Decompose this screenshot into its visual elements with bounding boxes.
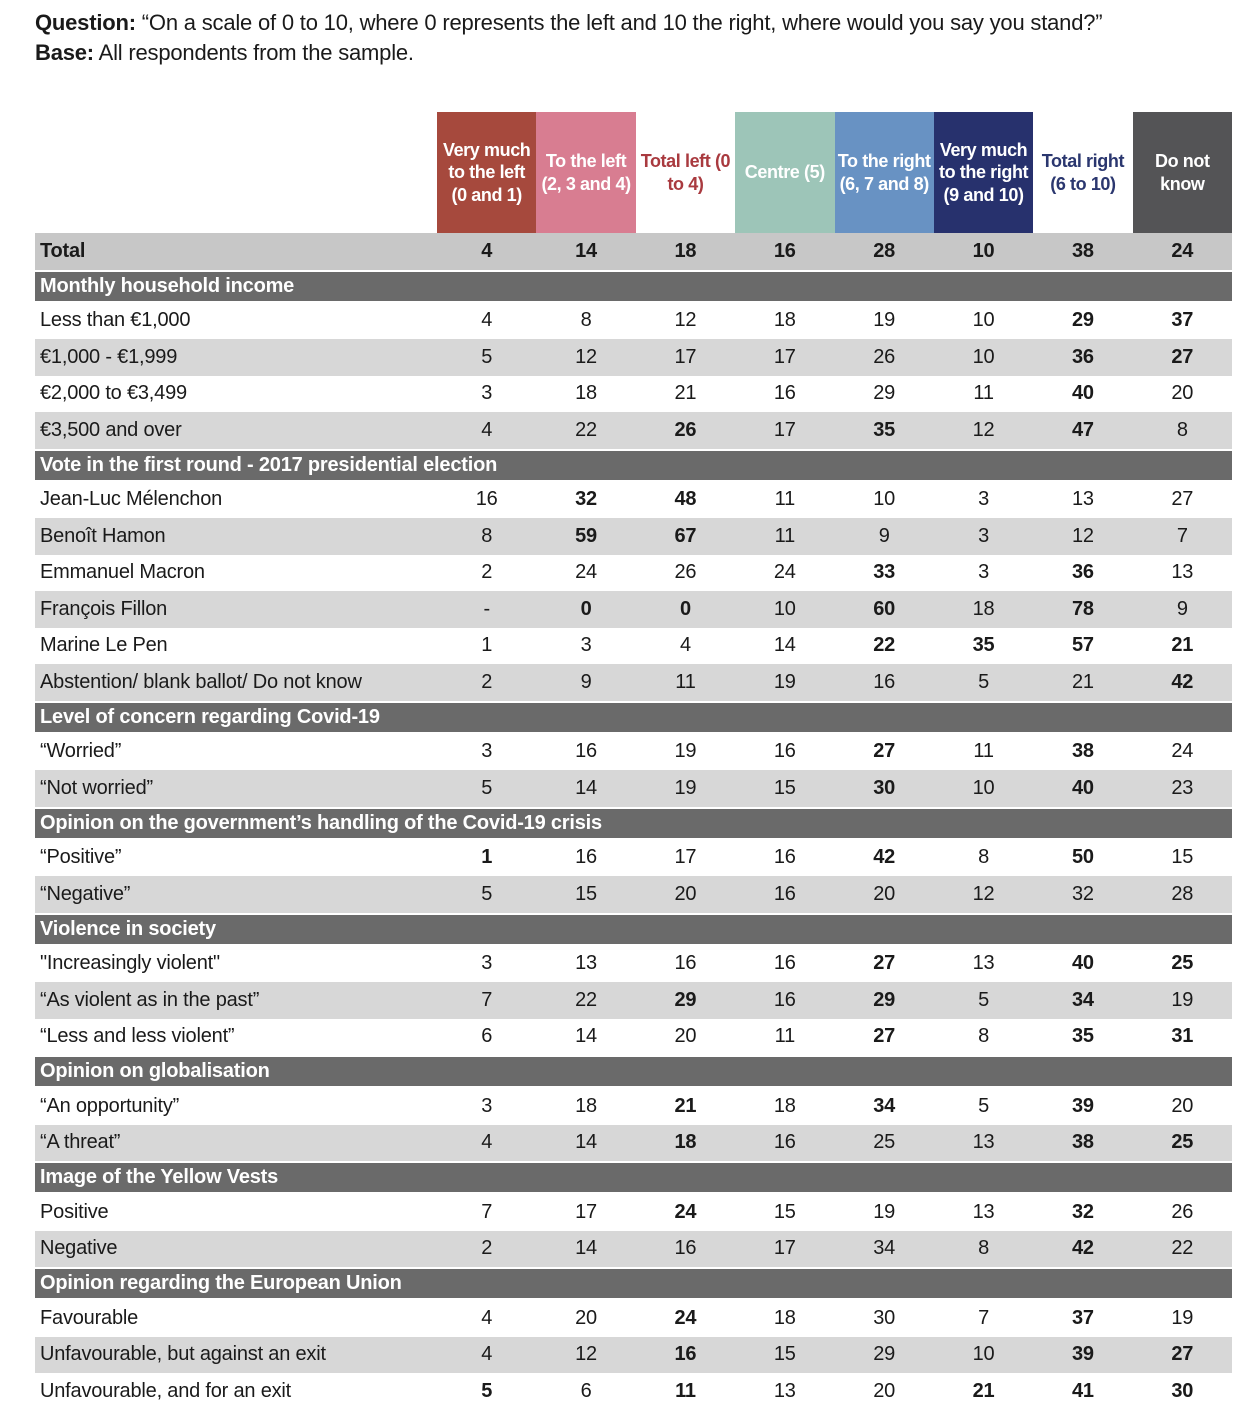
column-header-1: Very much to the left (0 and 1) — [437, 112, 536, 233]
value-cell: 32 — [1072, 1200, 1094, 1223]
value-cell: 17 — [773, 418, 796, 441]
value-cell: 10 — [972, 776, 995, 799]
value-cell: 16 — [773, 882, 796, 905]
value-cell: 78 — [1072, 597, 1094, 620]
value-cell: 4 — [481, 1306, 493, 1329]
value-cell: 35 — [873, 418, 896, 441]
value-cell: 27 — [873, 952, 896, 975]
row-label: Marine Le Pen — [40, 634, 168, 657]
section-header-4: Opinion on the government’s handling of the Covid-19 crisis — [35, 807, 1232, 840]
value-cell: 11 — [675, 1379, 696, 1402]
value-cell: 36 — [1072, 345, 1094, 368]
value-cell: 10 — [972, 309, 995, 332]
value-cell: 39 — [1072, 1343, 1094, 1366]
value-cell: 40 — [1072, 382, 1094, 405]
value-cell: 21 — [674, 382, 697, 405]
column-header-3: Total left (0 to 4) — [636, 112, 735, 233]
value-cell: 11 — [774, 1025, 795, 1048]
value-cell: 5 — [978, 1094, 990, 1117]
value-cell: 3 — [481, 382, 493, 405]
question-line — [35, 8, 1232, 38]
value-cell: 10 — [972, 345, 995, 368]
value-cell: 8 — [481, 524, 493, 547]
value-cell: 2 — [481, 561, 493, 584]
value-cell: 16 — [674, 1237, 697, 1260]
value-cell: 18 — [773, 1306, 796, 1329]
value-cell: 34 — [873, 1237, 896, 1260]
value-cell: 14 — [575, 776, 597, 799]
value-cell: 19 — [1171, 1306, 1194, 1329]
value-cell: 13 — [1171, 561, 1194, 584]
base-text: All respondents from the sample. — [98, 40, 414, 65]
base-line — [35, 38, 1232, 68]
value-cell: 12 — [972, 418, 995, 441]
value-cell: 29 — [873, 382, 896, 405]
row-label: “Positive” — [40, 846, 122, 869]
value-cell: 0 — [580, 597, 592, 620]
value-cell: 20 — [1171, 1094, 1194, 1117]
value-cell: 24 — [1171, 239, 1194, 262]
value-cell: 34 — [873, 1094, 896, 1117]
row-label: Unfavourable, but against an exit — [40, 1343, 326, 1366]
value-cell: 10 — [972, 239, 995, 262]
value-cell: 16 — [873, 670, 896, 693]
value-cell: 8 — [978, 1237, 990, 1260]
value-cell: 28 — [873, 239, 896, 262]
data-row — [35, 770, 1232, 807]
data-row — [35, 1373, 1232, 1410]
value-cell: 42 — [1171, 670, 1194, 693]
value-cell: 27 — [873, 1025, 896, 1048]
value-cell: 29 — [873, 1343, 896, 1366]
value-cell: 24 — [674, 1200, 697, 1223]
column-header-6: Very much to the right (9 and 10) — [934, 112, 1033, 233]
value-cell: 6 — [580, 1379, 592, 1402]
value-cell: 6 — [481, 1025, 493, 1048]
value-cell: 21 — [1171, 634, 1194, 657]
value-cell: 21 — [674, 1094, 697, 1117]
value-cell: 4 — [481, 309, 493, 332]
value-cell: 4 — [481, 418, 493, 441]
column-header-5: To the right (6, 7 and 8) — [835, 112, 934, 233]
value-cell: 33 — [873, 561, 896, 584]
value-cell: 29 — [674, 988, 697, 1011]
row-label: €1,000 - €1,999 — [40, 345, 178, 368]
value-cell: 19 — [674, 776, 697, 799]
data-row — [35, 412, 1232, 449]
value-cell: 11 — [973, 740, 994, 763]
value-cell: 13 — [773, 1379, 796, 1402]
row-label: “Not worried” — [40, 776, 153, 799]
value-cell: 8 — [978, 846, 990, 869]
data-row — [35, 1088, 1232, 1125]
value-cell: 13 — [972, 1200, 995, 1223]
value-cell: 16 — [773, 382, 796, 405]
column-header-7: Total right (6 to 10) — [1033, 112, 1132, 233]
section-header-7: Image of the Yellow Vests — [35, 1161, 1232, 1194]
value-cell: 26 — [1171, 1200, 1194, 1223]
value-cell: 57 — [1072, 634, 1094, 657]
value-cell: 34 — [1072, 988, 1094, 1011]
value-cell: 26 — [873, 345, 896, 368]
section-header-3: Level of concern regarding Covid-19 — [35, 701, 1232, 734]
value-cell: 38 — [1072, 740, 1094, 763]
value-cell: 11 — [774, 524, 795, 547]
value-cell: 4 — [481, 1131, 493, 1154]
value-cell: 10 — [773, 597, 796, 620]
value-cell: 12 — [575, 1343, 597, 1366]
value-cell: 7 — [978, 1306, 990, 1329]
value-cell: 3 — [978, 524, 990, 547]
value-cell: 30 — [1171, 1379, 1194, 1402]
value-cell: 9 — [580, 670, 592, 693]
data-row — [35, 591, 1232, 628]
value-cell: 4 — [481, 239, 493, 262]
value-cell: 16 — [773, 1131, 796, 1154]
value-cell: 16 — [773, 952, 796, 975]
data-row — [35, 734, 1232, 771]
value-cell: 5 — [481, 1379, 493, 1402]
value-cell: 17 — [773, 345, 796, 368]
value-cell: 60 — [873, 597, 896, 620]
value-cell: 30 — [873, 1306, 896, 1329]
value-cell: 28 — [1171, 882, 1194, 905]
total-row — [35, 233, 1232, 270]
value-cell: 10 — [972, 1343, 995, 1366]
value-cell: 50 — [1072, 846, 1094, 869]
row-label: Benoît Hamon — [40, 524, 166, 547]
value-cell: 25 — [873, 1131, 896, 1154]
value-cell: 17 — [773, 1237, 796, 1260]
data-row — [35, 376, 1232, 413]
value-cell: 29 — [1072, 309, 1094, 332]
value-cell: 13 — [972, 1131, 995, 1154]
value-cell: 42 — [1072, 1237, 1094, 1260]
row-label: Jean-Luc Mélenchon — [40, 488, 223, 511]
value-cell: 40 — [1072, 952, 1094, 975]
value-cell: 5 — [481, 882, 493, 905]
value-cell: 16 — [674, 1343, 697, 1366]
column-header-2: To the left (2, 3 and 4) — [536, 112, 635, 233]
value-cell: 8 — [580, 309, 592, 332]
value-cell: 18 — [575, 382, 597, 405]
data-row — [35, 946, 1232, 983]
value-cell: 4 — [679, 634, 691, 657]
value-cell: 37 — [1171, 309, 1194, 332]
row-label: Negative — [40, 1237, 118, 1260]
section-header-1: Monthly household income — [35, 270, 1232, 303]
value-cell: 16 — [575, 846, 597, 869]
data-row — [35, 1194, 1232, 1231]
value-cell: 4 — [481, 1343, 493, 1366]
value-cell: 7 — [481, 1200, 493, 1223]
value-cell: 16 — [575, 740, 597, 763]
value-cell: 16 — [674, 952, 697, 975]
value-cell: 16 — [773, 988, 796, 1011]
row-label: Emmanuel Macron — [40, 561, 205, 584]
row-label: "Increasingly violent" — [40, 952, 220, 975]
row-label: “Negative” — [40, 882, 131, 905]
value-cell: 15 — [773, 776, 796, 799]
value-cell: 31 — [1171, 1025, 1194, 1048]
value-cell: 14 — [575, 1025, 597, 1048]
section-header-8: Opinion regarding the European Union — [35, 1267, 1232, 1300]
value-cell: 37 — [1072, 1306, 1094, 1329]
data-row — [35, 482, 1232, 519]
row-label: Favourable — [40, 1306, 139, 1329]
value-cell: 29 — [873, 988, 896, 1011]
value-cell: 9 — [1176, 597, 1188, 620]
value-cell: 18 — [773, 1094, 796, 1117]
section-header-2: Vote in the first round - 2017 presidential election — [35, 449, 1232, 482]
value-cell: 18 — [773, 309, 796, 332]
value-cell: 22 — [575, 418, 597, 441]
value-cell: 20 — [873, 1379, 896, 1402]
data-row — [35, 840, 1232, 877]
value-cell: 18 — [972, 597, 995, 620]
value-cell: 21 — [1072, 670, 1094, 693]
value-cell: 13 — [575, 952, 597, 975]
base-label: Base: — [35, 40, 94, 65]
value-cell: 47 — [1072, 418, 1094, 441]
value-cell: 36 — [1072, 561, 1094, 584]
value-cell: 11 — [973, 382, 994, 405]
value-cell: 17 — [674, 846, 697, 869]
value-cell: 14 — [575, 1237, 597, 1260]
value-cell: 16 — [773, 239, 796, 262]
value-cell: 7 — [481, 988, 493, 1011]
value-cell: 3 — [580, 634, 592, 657]
value-cell: 20 — [674, 1025, 697, 1048]
value-cell: 19 — [674, 740, 697, 763]
value-cell: 35 — [972, 634, 995, 657]
survey-table-page — [35, 0, 1232, 1410]
value-cell: 48 — [674, 488, 697, 511]
value-cell: 19 — [873, 1200, 896, 1223]
value-cell: 5 — [481, 776, 493, 799]
value-cell: 8 — [1176, 418, 1188, 441]
value-cell: 14 — [575, 239, 597, 262]
data-row — [35, 664, 1232, 701]
value-cell: 39 — [1072, 1094, 1094, 1117]
value-cell: 18 — [674, 239, 697, 262]
value-cell: 11 — [774, 488, 795, 511]
value-cell: 24 — [575, 561, 597, 584]
value-cell: 42 — [873, 846, 896, 869]
value-cell: 0 — [679, 597, 691, 620]
row-label: François Fillon — [40, 597, 168, 620]
value-cell: 5 — [481, 345, 493, 368]
row-label: €3,500 and over — [40, 418, 182, 441]
value-cell: 1 — [481, 846, 493, 869]
row-label: €2,000 to €3,499 — [40, 382, 187, 405]
value-cell: 19 — [773, 670, 796, 693]
value-cell: 35 — [1072, 1025, 1094, 1048]
data-row — [35, 1019, 1232, 1056]
column-header-8: Do not know — [1133, 112, 1232, 233]
data-row — [35, 1125, 1232, 1162]
value-cell: 13 — [1072, 488, 1094, 511]
value-cell: 14 — [773, 634, 796, 657]
value-cell: 30 — [873, 776, 896, 799]
value-cell: 26 — [674, 561, 697, 584]
data-row — [35, 1231, 1232, 1268]
value-cell: 3 — [481, 740, 493, 763]
value-cell: 20 — [674, 882, 697, 905]
value-cell: 24 — [1171, 740, 1194, 763]
value-cell: 19 — [1171, 988, 1194, 1011]
value-cell: 3 — [978, 561, 990, 584]
value-cell: 23 — [1171, 776, 1194, 799]
question-label: Question: — [35, 10, 136, 35]
value-cell: 25 — [1171, 1131, 1194, 1154]
value-cell: 20 — [873, 882, 896, 905]
row-label: Positive — [40, 1200, 109, 1223]
value-cell: 15 — [575, 882, 597, 905]
question-text: “On a scale of 0 to 10, where 0 represents the left and 10 the right, where would you say you stand?” — [141, 10, 1103, 35]
value-cell: 5 — [978, 670, 990, 693]
value-cell: 22 — [575, 988, 597, 1011]
crosstab-table — [35, 112, 1232, 1410]
value-cell: 25 — [1171, 952, 1194, 975]
value-cell: 59 — [575, 524, 597, 547]
intro-block — [35, 8, 1232, 68]
value-cell: 12 — [674, 309, 697, 332]
value-cell: 15 — [1171, 846, 1194, 869]
value-cell: 15 — [773, 1343, 796, 1366]
value-cell: 24 — [773, 561, 796, 584]
row-label: Abstention/ blank ballot/ Do not know — [40, 670, 362, 693]
value-cell: 5 — [978, 988, 990, 1011]
value-cell: 40 — [1072, 776, 1094, 799]
row-label: “Worried” — [40, 740, 122, 763]
value-cell: 20 — [1171, 382, 1194, 405]
section-header-6: Opinion on globalisation — [35, 1055, 1232, 1088]
value-cell: 3 — [481, 952, 493, 975]
value-cell: 26 — [674, 418, 697, 441]
value-cell: 3 — [978, 488, 990, 511]
value-cell: 21 — [972, 1379, 995, 1402]
value-cell: 27 — [1171, 488, 1194, 511]
row-label: “A threat” — [40, 1131, 121, 1154]
row-label: “Less and less violent” — [40, 1025, 235, 1048]
table-header-row — [35, 112, 1232, 233]
row-label: Less than €1,000 — [40, 309, 191, 332]
value-cell: 16 — [475, 488, 498, 511]
value-cell: 17 — [674, 345, 697, 368]
value-cell: 32 — [1072, 882, 1094, 905]
value-cell: 1 — [481, 634, 493, 657]
value-cell: 12 — [972, 882, 995, 905]
data-row — [35, 1300, 1232, 1337]
value-cell: 24 — [674, 1306, 697, 1329]
section-header-5: Violence in society — [35, 913, 1232, 946]
value-cell: 38 — [1072, 239, 1094, 262]
row-label: “An opportunity” — [40, 1094, 180, 1117]
value-cell: 10 — [873, 488, 896, 511]
data-row — [35, 555, 1232, 592]
value-cell: 18 — [674, 1131, 697, 1154]
value-cell: 20 — [575, 1306, 597, 1329]
row-label: “As violent as in the past” — [40, 988, 260, 1011]
data-row — [35, 518, 1232, 555]
data-row — [35, 339, 1232, 376]
value-cell: 12 — [575, 345, 597, 368]
row-label: Unfavourable, and for an exit — [40, 1379, 292, 1402]
value-cell: 15 — [773, 1200, 796, 1223]
value-cell: 41 — [1072, 1379, 1094, 1402]
data-row — [35, 982, 1232, 1019]
value-cell: 27 — [1171, 345, 1194, 368]
data-row — [35, 876, 1232, 913]
value-cell: 17 — [575, 1200, 597, 1223]
header-spacer-cell — [35, 112, 437, 233]
value-cell: 38 — [1072, 1131, 1094, 1154]
value-cell: 16 — [773, 846, 796, 869]
value-cell: 14 — [575, 1131, 597, 1154]
value-cell: - — [483, 597, 490, 620]
value-cell: 13 — [972, 952, 995, 975]
value-cell: 8 — [978, 1025, 990, 1048]
value-cell: 67 — [674, 524, 697, 547]
value-cell: 22 — [1171, 1237, 1194, 1260]
row-label: Total — [40, 239, 86, 262]
value-cell: 11 — [675, 670, 696, 693]
value-cell: 32 — [575, 488, 597, 511]
value-cell: 2 — [481, 1237, 493, 1260]
value-cell: 12 — [1072, 524, 1094, 547]
value-cell: 3 — [481, 1094, 493, 1117]
value-cell: 22 — [873, 634, 896, 657]
data-row — [35, 303, 1232, 340]
value-cell: 7 — [1176, 524, 1188, 547]
value-cell: 27 — [1171, 1343, 1194, 1366]
value-cell: 9 — [878, 524, 890, 547]
column-header-4: Centre (5) — [735, 112, 834, 233]
value-cell: 16 — [773, 740, 796, 763]
value-cell: 18 — [575, 1094, 597, 1117]
value-cell: 19 — [873, 309, 896, 332]
value-cell: 27 — [873, 740, 896, 763]
data-row — [35, 628, 1232, 665]
value-cell: 2 — [481, 670, 493, 693]
